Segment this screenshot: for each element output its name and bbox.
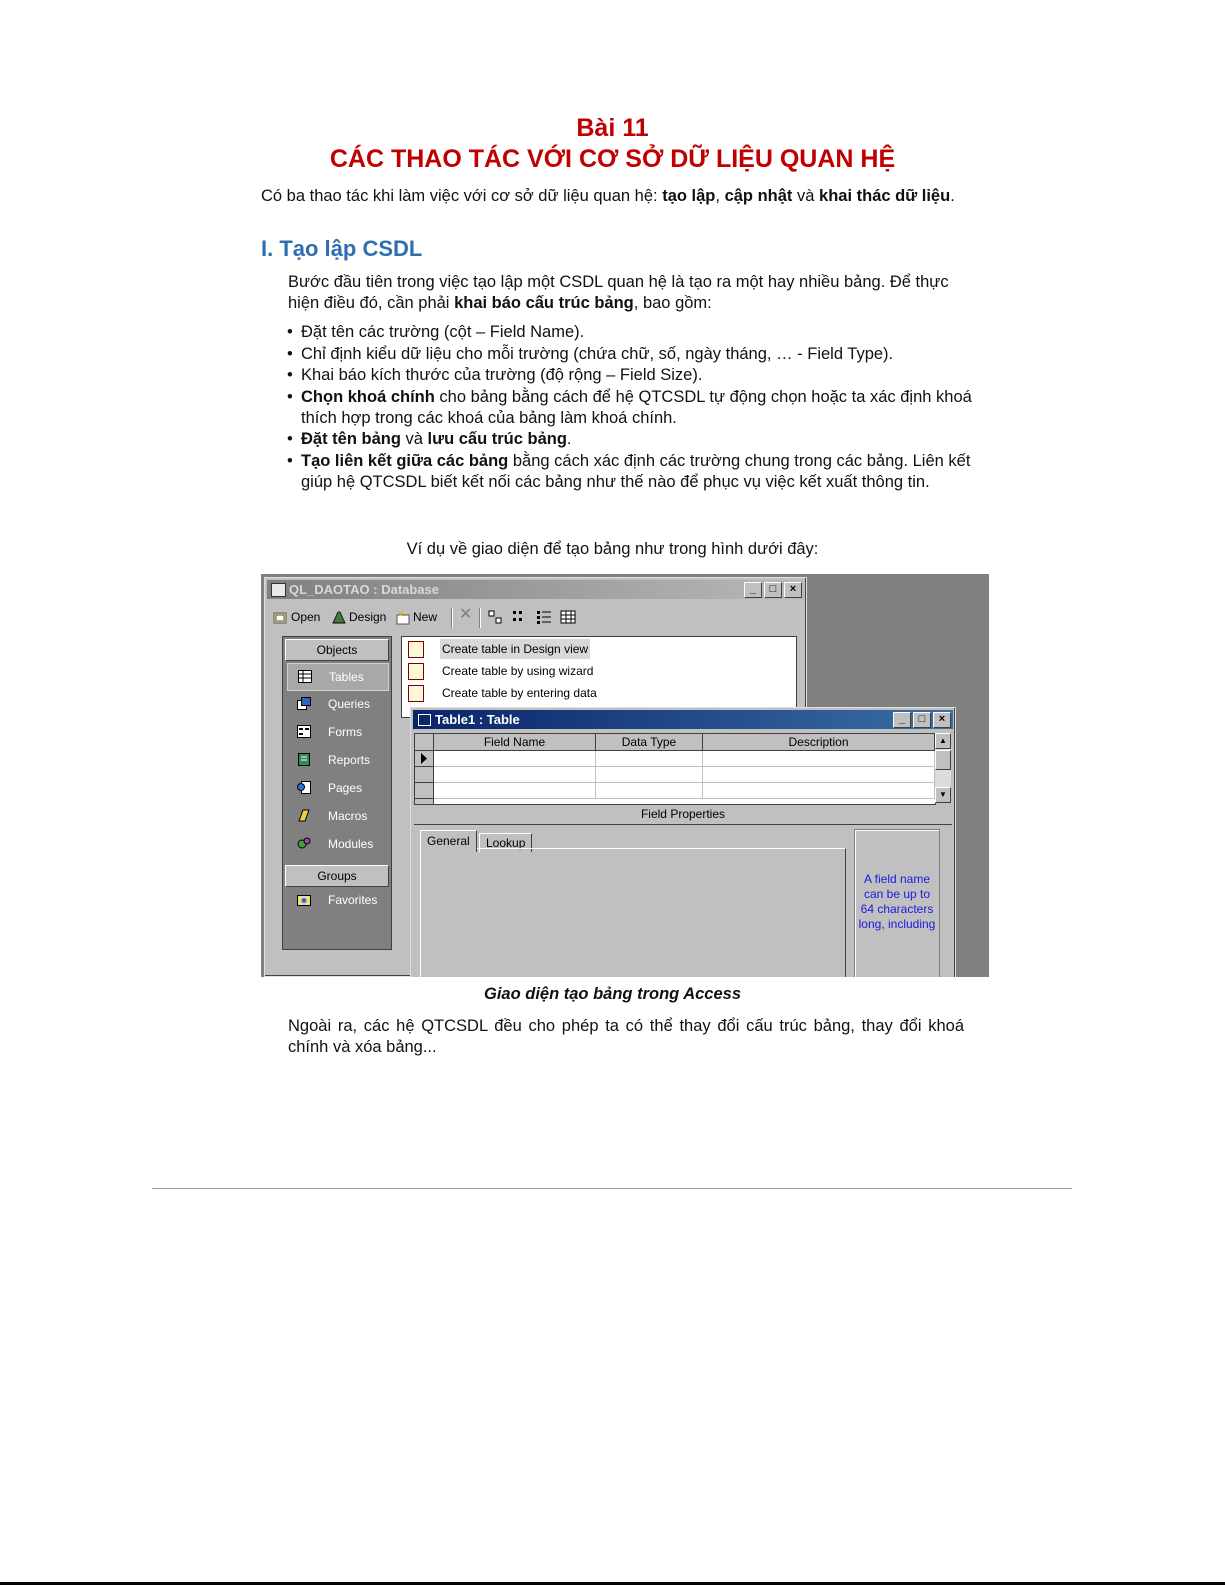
forms-icon (297, 725, 311, 738)
bullet-list (287, 322, 977, 493)
table-window-title: Table1 : Table (435, 712, 520, 727)
create-table-design-icon (408, 641, 424, 658)
new-label: New (413, 610, 438, 624)
section-paragraph (288, 272, 968, 314)
toolbar-separator (479, 608, 481, 628)
object-item-tables[interactable] (287, 663, 389, 691)
small-icons-icon[interactable] (511, 609, 529, 625)
design-icon (331, 610, 347, 625)
bullet-item (287, 344, 977, 365)
toolbar-separator (451, 608, 453, 628)
row-selector[interactable] (415, 767, 434, 783)
field-properties-label: Field Properties (640, 807, 726, 821)
create-table-entering-icon (408, 685, 424, 702)
grid-cell[interactable] (703, 751, 935, 767)
bullet-bold: Tạo liên kết giữa các bảng (301, 451, 509, 470)
scroll-thumb[interactable] (935, 750, 951, 770)
lesson-title: CÁC THAO TÁC VỚI CƠ SỞ DỮ LIỆU QUAN HỆ (329, 145, 896, 173)
design-button[interactable] (331, 609, 386, 625)
bullet-text: Đặt tên các trường (cột – Field Name). (301, 323, 585, 341)
window-controls (891, 712, 951, 731)
object-item-queries[interactable] (287, 691, 387, 717)
column-header-field-name: Field Name (434, 734, 596, 751)
grid-cell[interactable] (596, 751, 703, 767)
pages-icon (297, 781, 311, 794)
list-item-label: Create table in Design view (440, 639, 590, 659)
open-icon (273, 610, 289, 625)
help-text: A field name can be up to 64 characters long, including (858, 872, 936, 931)
grid-cell[interactable] (703, 767, 935, 783)
tab-lookup[interactable]: Lookup (479, 833, 532, 852)
grid-cell[interactable] (596, 767, 703, 783)
row-selector[interactable] (415, 799, 434, 805)
intro-and: và (792, 187, 820, 205)
object-label: Reports (328, 753, 371, 767)
grid-cell[interactable] (596, 783, 703, 799)
details-view-icon[interactable] (559, 609, 577, 625)
footer-divider (152, 1188, 1072, 1189)
window-controls (742, 582, 802, 601)
bullet-bold-2: lưu cấu trúc bảng (427, 430, 567, 448)
object-label: Queries (328, 697, 371, 711)
open-label: Open (291, 610, 321, 624)
intro-op-update: cập nhật (724, 187, 793, 205)
closing-paragraph: Ngoài ra, các hệ QTCSDL đều cho phép ta có thể thay đổi cấu trúc bảng, thay đổi khoá chính và xóa bảng... (288, 1017, 964, 1056)
close-icon[interactable]: × (933, 712, 951, 728)
database-toolbar (271, 606, 802, 630)
intro-end: . (950, 187, 955, 205)
design-label: Design (349, 610, 387, 624)
object-item-macros[interactable] (287, 803, 387, 829)
current-row-arrow-icon (415, 751, 433, 766)
object-label: Tables (329, 670, 364, 684)
field-grid (414, 733, 936, 805)
intro-op-create: tạo lập (662, 187, 716, 205)
modules-icon (297, 837, 311, 850)
open-button[interactable] (273, 609, 320, 625)
object-label: Forms (328, 725, 362, 739)
tables-list (401, 636, 797, 718)
reports-icon (297, 753, 311, 766)
macros-icon (297, 809, 311, 822)
intro-text: Có ba thao tác khi làm việc với cơ sở dữ liệu quan hệ: (261, 187, 663, 205)
group-item-favorites[interactable] (287, 887, 387, 913)
delete-icon[interactable]: ✕ (459, 606, 473, 623)
bullet-item (287, 322, 977, 343)
para-bold: khai báo cấu trúc bảng (454, 294, 634, 312)
scroll-down-icon[interactable]: ▼ (935, 787, 951, 803)
general-tab-body (420, 848, 846, 977)
objects-header[interactable]: Objects (285, 639, 389, 661)
intro-comma: , (715, 187, 725, 205)
new-button[interactable] (395, 609, 437, 625)
large-icons-icon[interactable] (487, 609, 505, 625)
column-header-data-type: Data Type (596, 734, 703, 751)
table-icon (418, 714, 431, 726)
object-label: Macros (328, 809, 368, 823)
field-properties-pane (414, 824, 952, 977)
bullet-bold: Chọn khoá chính (301, 387, 435, 406)
database-icon (271, 583, 286, 597)
intro-paragraph (261, 186, 961, 207)
bullet-text: Khai báo kích thước của trường (độ rộng – Field Size). (301, 366, 703, 384)
example-line: Ví dụ về giao diện để tạo bảng như trong hình dưới đây: (406, 540, 819, 558)
grid-cell[interactable] (434, 767, 596, 783)
access-screenshot (261, 574, 989, 977)
grid-cell[interactable] (703, 783, 935, 799)
object-item-pages[interactable] (287, 775, 387, 801)
list-item-label: Create table by entering data (442, 686, 597, 700)
groups-header[interactable]: Groups (285, 865, 389, 887)
list-view-icon[interactable] (535, 609, 553, 625)
new-icon (395, 610, 411, 625)
section-heading: I. Tạo lập CSDL (261, 236, 423, 261)
column-header-description: Description (703, 734, 935, 751)
object-label: Modules (328, 837, 374, 851)
object-item-reports[interactable] (287, 747, 387, 773)
bullet-item (287, 365, 977, 386)
object-label: Pages (328, 781, 363, 795)
group-label: Favorites (328, 893, 378, 907)
bullet-item (287, 451, 977, 493)
object-item-forms[interactable] (287, 719, 387, 745)
database-window-title: QL_DAOTAO : Database (289, 582, 440, 597)
figure-caption: Giao diện tạo bảng trong Access (483, 985, 741, 1003)
intro-op-query: khai thác dữ liệu (819, 187, 951, 205)
bullet-text: Chỉ định kiểu dữ liệu cho mỗi trường (chứa chữ, số, ngày tháng, … - Field Type). (301, 344, 894, 363)
tables-icon (298, 670, 312, 683)
grid-corner (415, 734, 434, 751)
grid-cell[interactable] (434, 751, 596, 767)
grid-cell[interactable] (434, 783, 596, 799)
bullet-mid: và (400, 430, 428, 448)
bullet-text: bằng cách xác định các trường chung trong các bảng. Liên kết giúp hệ QTCSDL biết kết nối các bảng như thế nào để phục vụ việc kết xuất thông tin. (301, 451, 971, 491)
create-table-wizard-icon (408, 663, 424, 680)
bullet-bold: Đặt tên bảng (301, 430, 401, 448)
bullet-item (287, 429, 977, 450)
maximize-icon[interactable]: □ (764, 582, 782, 598)
object-item-modules[interactable] (287, 831, 387, 857)
grid-scrollbar[interactable] (935, 733, 951, 803)
favorites-folder-icon (297, 893, 311, 906)
minimize-icon[interactable]: _ (744, 582, 762, 598)
table-design-window (410, 707, 956, 977)
objects-bar (282, 636, 392, 950)
row-selector-current[interactable] (415, 751, 434, 767)
bullet-text: cho bảng bằng cách để hệ QTCSDL tự động chọn hoặc ta xác định khoá thích hợp trong các khoá của bảng làm khoá chính. (301, 387, 972, 427)
para-text-1: Bước đầu tiên trong việc tạo lập một CSDL quan hệ là tạo ra một hay nhiều bảng. Để thực hiện điều đó, cần phải (288, 273, 949, 312)
list-item-label: Create table by using wizard (442, 664, 594, 678)
minimize-icon[interactable]: _ (893, 712, 911, 728)
lesson-number: Bài 11 (576, 114, 649, 142)
bullet-item (287, 387, 977, 429)
row-selector[interactable] (415, 783, 434, 799)
database-window-titlebar (267, 580, 804, 599)
help-box (854, 829, 940, 977)
close-icon[interactable]: × (784, 582, 802, 598)
scroll-up-icon[interactable]: ▲ (935, 733, 951, 749)
bullet-text: . (566, 430, 572, 448)
table-window-titlebar (413, 710, 953, 729)
maximize-icon[interactable]: □ (913, 712, 931, 728)
para-text-2: , bao gồm: (633, 294, 712, 312)
tab-general[interactable]: General (420, 830, 477, 852)
queries-icon (297, 697, 311, 710)
